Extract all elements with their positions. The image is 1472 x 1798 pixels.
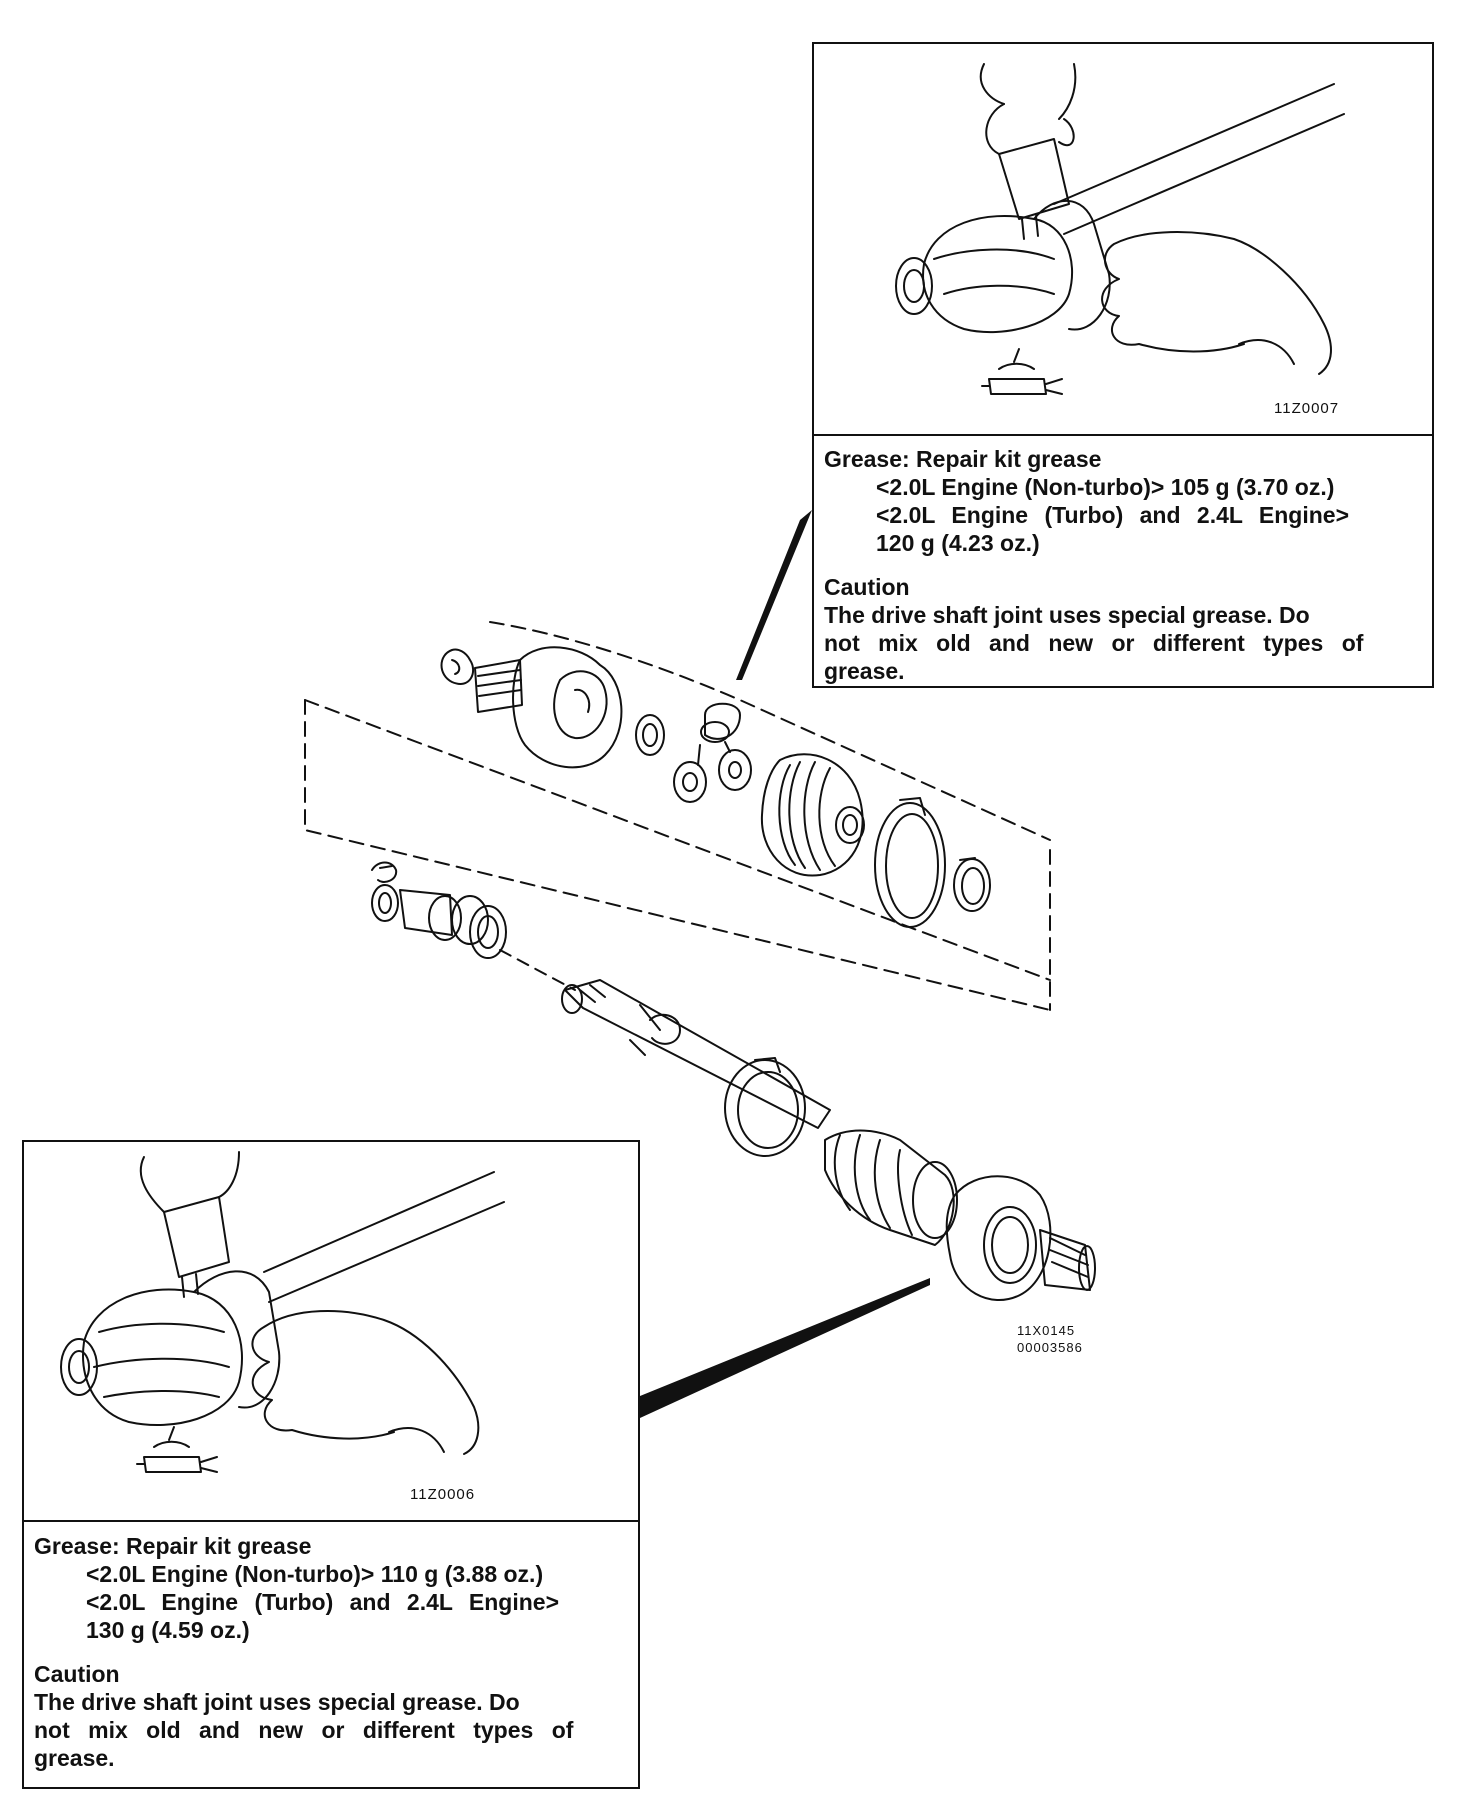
bottom-figure-code: 11Z0006 — [410, 1486, 476, 1503]
shaft-band-group-part — [372, 863, 506, 959]
top-grease-note — [814, 439, 1432, 685]
main-figure-label-2: 00003586 — [1017, 1340, 1083, 1355]
boot-band-small-part — [954, 858, 990, 911]
washer-part — [636, 715, 664, 755]
alignment-line — [500, 950, 575, 990]
top-callout-panel — [812, 42, 1434, 688]
main-figure-label — [1017, 1322, 1083, 1356]
top-grease-spec-2-amount: 120 g (4.23 oz.) — [876, 530, 1040, 556]
boot-band-large-part — [875, 798, 945, 927]
top-caution-title: Caution — [824, 574, 910, 600]
shaft-band-part — [725, 1058, 805, 1156]
bottom-grease-spec-1: <2.0L Engine (Non-turbo)> 110 g (3.88 oz.) — [86, 1561, 544, 1587]
bottom-caution-title: Caution — [34, 1661, 120, 1687]
ball-joint-outer-race-part — [947, 1176, 1095, 1300]
top-caution-line-1: The drive shaft joint uses special grease. Do — [824, 602, 1310, 628]
top-illustration-area — [814, 44, 1432, 436]
outer-race-part — [475, 647, 621, 767]
outer-boot-part — [825, 1131, 957, 1245]
grease-application-illustration-2 — [24, 1142, 638, 1520]
bottom-caution-line-2: not mix old and new or different types of — [34, 1717, 574, 1743]
inner-boot-part — [762, 754, 864, 875]
bottom-illustration-area — [24, 1142, 638, 1522]
bottom-caution-line-1: The drive shaft joint uses special grease. Do — [34, 1689, 520, 1715]
tripod-joint-part — [674, 704, 751, 802]
top-grease-spec-1: <2.0L Engine (Non-turbo)> 105 g (3.70 oz.) — [876, 474, 1335, 500]
drive-shaft-part — [562, 980, 830, 1128]
top-caution-line-2: not mix old and new or different types of — [824, 630, 1364, 656]
top-caution-line-3: grease. — [824, 658, 905, 684]
bottom-grease-spec-2: <2.0L Engine (Turbo) and 2.4L Engine> — [86, 1589, 560, 1615]
snap-ring-part — [442, 649, 474, 683]
top-figure-code: 11Z0007 — [1274, 400, 1340, 417]
bottom-grease-heading: Grease: Repair kit grease — [34, 1533, 312, 1559]
top-grease-heading: Grease: Repair kit grease — [824, 446, 1102, 472]
main-figure-label-1: 11X0145 — [1017, 1323, 1076, 1338]
top-grease-spec-2: <2.0L Engine (Turbo) and 2.4L Engine> — [876, 502, 1350, 528]
bottom-callout-panel — [22, 1140, 640, 1789]
grease-application-illustration — [814, 44, 1432, 434]
bottom-grease-spec-2-amount: 130 g (4.59 oz.) — [86, 1617, 250, 1643]
bottom-grease-note — [24, 1526, 638, 1772]
bottom-caution-line-3: grease. — [34, 1745, 115, 1771]
